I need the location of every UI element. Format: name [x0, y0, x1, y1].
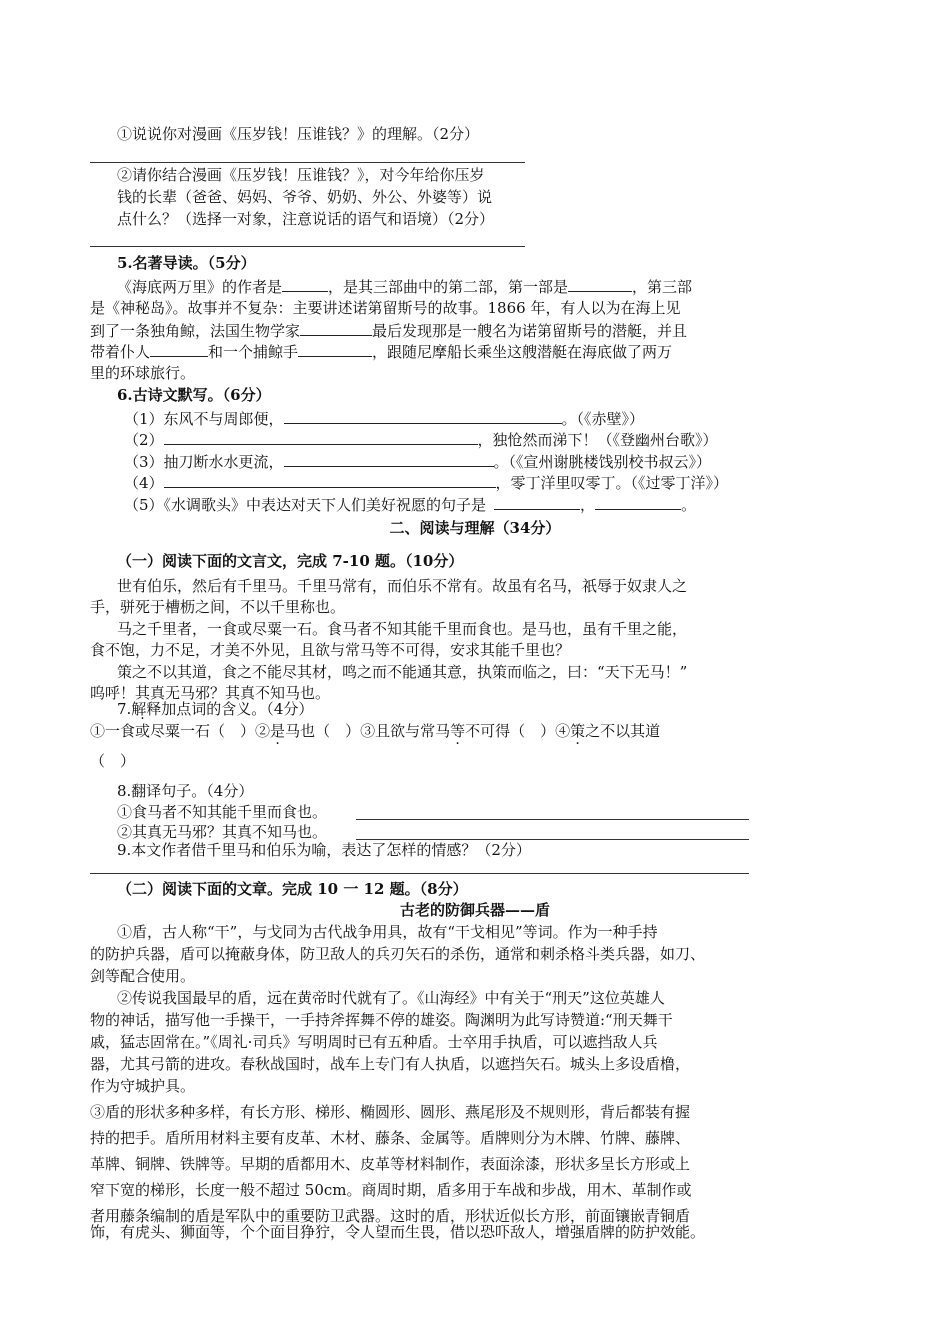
question-4-2-line2: 钱的长辈（爸爸、妈妈、爷爷、奶奶、外公、外婆等）说	[117, 188, 493, 206]
question-4-2-line3: 点什么？（选择一对象，注意说话的语气和语境）（2分）	[117, 210, 495, 228]
classical-p1-line1: 世有伯乐，然后有千里马。千里马常有，而伯乐不常有。故虽有名马，祇辱于奴隶人之	[117, 577, 688, 595]
section-6-heading: 6.古诗文默写。（6分）	[117, 386, 271, 404]
text: 。	[681, 496, 697, 514]
text: 马也（ ）③且欲与常马	[285, 722, 451, 740]
article-p2-line2: 物的神话，描写他一手操干，一手持斧挥舞不停的雄姿。陶渊明为此写诗赞道:“刑天舞干	[90, 1011, 673, 1029]
section-5-line2: 是《神秘岛》。故事并不复杂：主要讲述诺第留斯号的故事。1866 年，有人以为在海上见	[90, 299, 681, 317]
dotted-word: 等	[450, 722, 466, 740]
question-9: 9.本文作者借千里马和伯乐为喻，表达了怎样的情感？（2分）	[117, 841, 531, 859]
section-5-line5: 里的环球旅行。	[90, 364, 196, 382]
fill-blank[interactable]	[282, 276, 328, 292]
fill-blank[interactable]	[494, 494, 580, 510]
question-8: 8.翻译句子。（4分）	[117, 782, 254, 800]
text: （3）抽刀断水水更流，	[124, 453, 284, 471]
article-p3-line1: ③盾的形状多种多样，有长方形、梯形、椭圆形、圆形、燕尾形及不规则形，背后都装有握	[90, 1103, 691, 1121]
text: 。（《宣州谢朓楼饯别校书叔云》）	[493, 453, 712, 471]
fill-blank[interactable]	[568, 276, 632, 292]
dotted-word: 是	[270, 722, 286, 740]
article-p3-line3: 革牌、铜牌、铁牌等。早期的盾都用木、皮革等材料制作，表面涂漆，形状多呈长方形或上	[90, 1155, 691, 1173]
section-5-heading: 5.名著导读。（5分）	[117, 254, 256, 272]
classical-p2-line1: 马之千里者，一食或尽粟一石。食马者不知其能千里而食也。是马也，虽有千里之能，	[117, 620, 688, 638]
answer-line	[90, 873, 749, 874]
question-7-line2: （ ）	[90, 752, 136, 770]
poem-item-3	[124, 451, 711, 472]
article-p3-line4: 窄下宽的梯形，长度一般不超过 50cm。商周时期，盾多用于车战和步战，用木、革制作或	[90, 1181, 692, 1199]
article-p1-line2: 的防护兵器，盾可以掩蔽身体，防卫敌人的兵刃矢石的杀伤，通常和刺杀格斗类兵器，如刀、	[90, 945, 706, 963]
classical-p2-line2: 食不饱，力不足，才美不外见，且欲与常马等不可得，安求其能千里也？	[90, 641, 571, 659]
text: 不可得（ ）④	[465, 722, 571, 740]
article-p2-line4: 器，尤其弓箭的进攻。春秋战国时，战车上专门有人执盾，以遮挡矢石。城头上多设盾橹，	[90, 1055, 691, 1073]
classical-p3-line1: 策之不以其道，食之不能尽其材，鸣之而不能通其意，执策而临之，曰：“天下无马！”	[117, 663, 688, 681]
text: （5）《水调歌头》中表达对天下人们美好祝愿的句子是	[124, 496, 487, 514]
text: ，是其三部曲中的第二部，第一部是	[328, 278, 569, 296]
article-p2-line1: ②传说我国最早的盾，远在黄帝时代就有了。《山海经》中有关于“刑天”这位英雄人	[117, 989, 665, 1007]
question-8-2: ②其真无马邪？其真不知马也。	[117, 823, 328, 841]
text: 尽粟一石（ ）②	[150, 722, 271, 740]
text: 和一个捕鲸手	[208, 343, 299, 361]
text: 。（《赤壁》）	[561, 410, 645, 428]
poem-item-2	[124, 429, 718, 450]
section-5-line3	[90, 320, 687, 341]
dotted-word: 策	[570, 722, 586, 740]
fill-blank[interactable]	[284, 408, 562, 424]
fill-blank[interactable]	[595, 494, 681, 510]
part-2-heading: 二、阅读与理解（34分）	[389, 519, 561, 537]
text: ①一食	[90, 722, 136, 740]
article-title: 古老的防御兵器——盾	[399, 901, 550, 919]
text: 到了一条独角鲸，法国生物学家	[90, 322, 301, 340]
text: ，第三部	[632, 278, 693, 296]
text: ，零丁洋里叹零丁。（《过零丁洋》）	[495, 474, 729, 492]
text: 之不以其道	[585, 722, 661, 740]
answer-line	[356, 819, 749, 820]
fill-blank[interactable]	[164, 429, 478, 445]
section-5-line1	[117, 276, 692, 297]
reading-b-heading: （二）阅读下面的文章。完成 10 一 12 题。（8分）	[117, 880, 468, 898]
poem-item-5	[124, 494, 696, 515]
text: ，跟随尼摩船长乘坐这艘潜艇在海底做了两万	[372, 343, 673, 361]
poem-item-4	[124, 472, 728, 493]
section-5-line4	[90, 341, 672, 362]
fill-blank[interactable]	[298, 341, 372, 357]
fill-blank[interactable]	[284, 451, 494, 467]
text: ，独怆然而涕下！（《登幽州台歌》）	[477, 431, 718, 449]
poem-item-1	[124, 408, 644, 429]
reading-a-heading: （一）阅读下面的文言文，完成 7-10 题。（10分）	[117, 552, 464, 570]
text: 最后发现那是一艘名为诺第留斯号的潜艇，并且	[372, 322, 688, 340]
classical-p1-line2: 手，骈死于槽枥之间，不以千里称也。	[90, 598, 346, 616]
answer-line	[90, 162, 525, 163]
article-p1-line3: 剑等配合使用。	[90, 967, 196, 985]
text: 《海底两万里》的作者是	[117, 278, 283, 296]
question-4-1: ①说说你对漫画《压岁钱！压谁钱？》的理解。（2分）	[117, 125, 480, 143]
article-p3-line2: 持的把手。盾所用材料主要有皮革、木材、藤条、金属等。盾牌则分为木牌、竹牌、藤牌、	[90, 1129, 691, 1147]
article-p1-line1: ①盾，古人称“干”，与戈同为古代战争用具，故有“干戈相见”等词。作为一种手持	[117, 923, 658, 941]
question-8-1: ①食马者不知其能千里而食也。	[117, 803, 328, 821]
text: （2）	[124, 431, 164, 449]
fill-blank[interactable]	[150, 341, 208, 357]
question-4-2-line1: ②请你结合漫画《压岁钱！压谁钱？》，对今年给你压岁	[117, 166, 485, 184]
article-p3-line6: 饰，有虎头、狮面等，个个面目狰狞，令人望而生畏，借以恐吓敌人，增强盾牌的防护效能。	[90, 1223, 706, 1241]
text: 带着仆人	[90, 343, 151, 361]
question-7-items	[90, 721, 660, 741]
article-p2-line5: 作为守城护具。	[90, 1077, 196, 1095]
text: （4）	[124, 474, 164, 492]
cut-off-line-clip	[90, 1222, 770, 1241]
fill-blank[interactable]	[300, 320, 372, 336]
answer-line	[90, 246, 525, 247]
fill-blank[interactable]	[164, 472, 496, 488]
dotted-word: 或	[135, 722, 151, 740]
article-p3-line5: 者用藤条编制的盾是军队中的重要防卫武器。这时的盾，形状近似长方形，前面镶嵌青铜盾	[90, 1207, 691, 1225]
question-7: 7.解释加点词的含义。（4分）	[117, 700, 314, 718]
article-p2-line3: 戚，猛志固常在。”《周礼·司兵》写明周时已有五种盾。士卒用手执盾，可以遮挡敌人兵	[90, 1033, 658, 1051]
text: ，	[580, 496, 596, 514]
classical-p3-line2: 呜呼！其真无马邪？其真不知马也。	[90, 684, 331, 702]
text: （1）东风不与周郎便，	[124, 410, 284, 428]
